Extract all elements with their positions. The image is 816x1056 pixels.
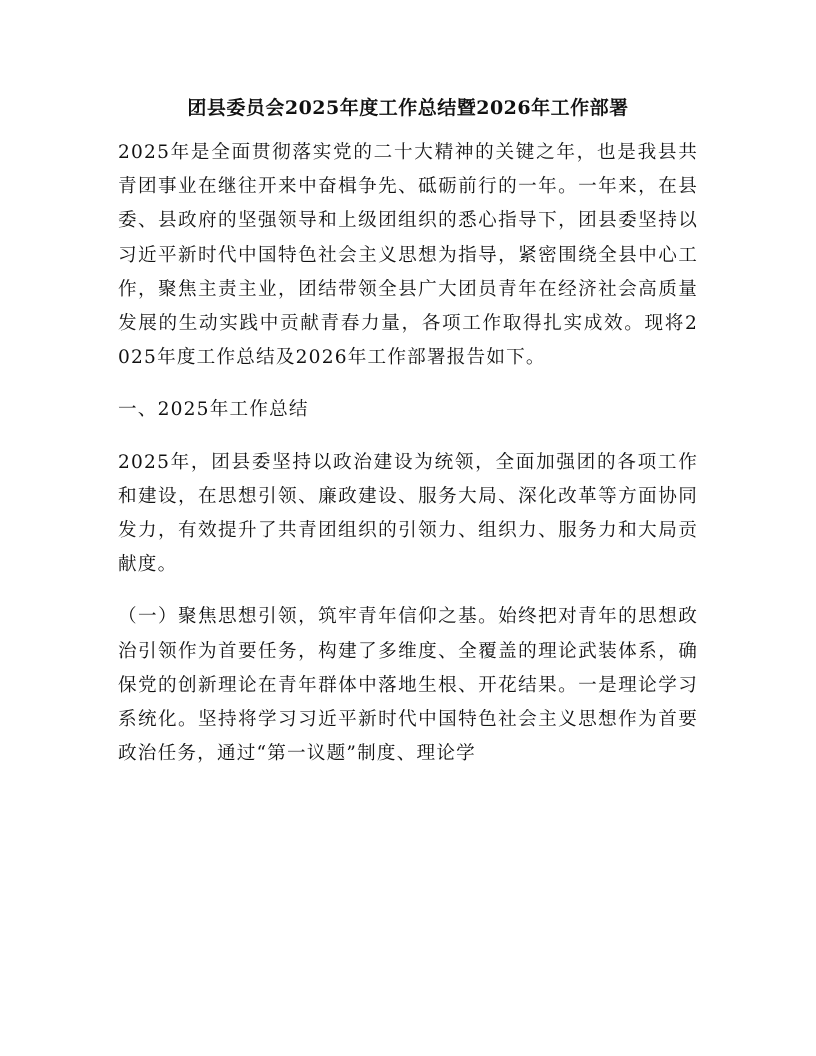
- intro-paragraph: 2025年是全面贯彻落实党的二十大精神的关键之年，也是我县共青团事业在继往开来中奋楫争先、砥砺前行的一年。一年来，在县委、县政府的坚强领导和上级团组织的悉心指导下，团县委坚持以习近平新时代中国特色社会主义思想为指导，紧密围绕全县中心工作，聚焦主责主业，团结带领全县广大团员青年在经济社会高质量发展的生动实践中贡献青春力量，各项工作取得扎实成效。现将2025年度工作总结及2026年工作部署报告如下。: [118, 142, 698, 369]
- subsection-paragraph: （一）聚焦思想引领，筑牢青年信仰之基。始终把对青年的思想政治引领作为首要任务，构建了多维度、全覆盖的理论武装体系，确保党的创新理论在青年群体中落地生根、开花结果。一是理论学习系统化。坚持将学习习近平新时代中国特色社会主义思想作为首要政治任务，通过“第一议题”制度、理论学: [118, 606, 698, 765]
- section-heading: 一、2025年工作总结: [118, 399, 309, 421]
- section-summary-paragraph: 2025年，团县委坚持以政治建设为统领，全面加强团的各项工作和建设，在思想引领、廉政建设、服务大局、深化改革等方面协同发力，有效提升了共青团组织的引领力、组织力、服务力和大局贡献度。: [118, 451, 698, 576]
- document-title: 团县委员会2025年度工作总结暨2026年工作部署: [187, 97, 629, 119]
